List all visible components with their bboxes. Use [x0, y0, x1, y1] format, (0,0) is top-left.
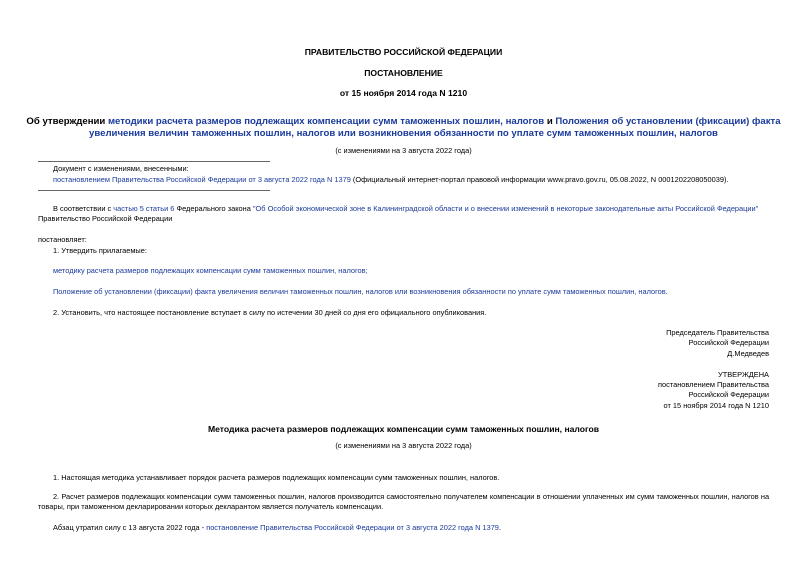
method-abolished-link[interactable]: постановление Правительства Российской Федерации от 3 августа 2022 года N 1379	[206, 523, 499, 532]
signature-title: Председатель Правительства	[666, 328, 769, 337]
link-regulation[interactable]: Положение об установлении (фиксации) факта увеличения величин таможенных пошлин, налогов или возникновения обязанности по уплате сумм таможенных пошлин, налогов.	[53, 287, 668, 296]
changes-label: Документ с изменениями, внесенными:	[53, 164, 189, 173]
item-1-method	[53, 266, 368, 276]
preamble-link-law[interactable]: "Об Особой экономической зоне в Калининградской области и о внесении изменений в некоторые законодательные акты Российской Федерации"	[252, 204, 759, 213]
method-item-2-line1: 2. Расчет размеров подлежащих компенсации сумм таможенных пошлин, налогов производится самостоятельно получателем компенсации в отношении уплаченных им сумм таможенных пошлин, налогов на	[53, 492, 769, 501]
preamble-line1: В соответствии с частью 5 статьи 6 Федерального закона "Об Особой экономической зоне в Калининградской области и о внесении изменений в некоторые законодательные акты Российской Федерации"	[53, 204, 759, 213]
changes-link[interactable]: постановлением Правительства Российской Федерации от 3 августа 2022 года N 1379	[53, 175, 351, 184]
decrees-word: постановляет:	[38, 235, 87, 244]
changes-divider-top	[38, 161, 270, 162]
item-1-regulation	[53, 287, 668, 297]
preamble-line2: Правительство Российской Федерации	[38, 214, 173, 223]
method-edition-note: (с изменениями на 3 августа 2022 года)	[335, 441, 472, 450]
document-title-line2	[0, 128, 807, 140]
method-item-2-line2: товары, при таможенном декларировании которых декларантом является получатель компенсации.	[38, 502, 384, 511]
title-edition-note: (с изменениями на 3 августа 2022 года)	[335, 146, 472, 155]
method-title: Методика расчета размеров подлежащих компенсации сумм таможенных пошлин, налогов	[207, 424, 600, 434]
approved-line4: от 15 ноября 2014 года N 1210	[663, 401, 769, 410]
changes-entry: постановлением Правительства Российской Федерации от 3 августа 2022 года N 1379 (Официальный интернет-портал правовой информации www.pravo.gov.ru, 05.08.2022, N 0001202208050039).	[53, 175, 729, 184]
approved-line3: Российской Федерации	[688, 390, 769, 399]
method-item-1: 1. Настоящая методика устанавливает порядок расчета размеров подлежащих компенсации сумм таможенных пошлин, налогов.	[53, 473, 500, 482]
doc-type-heading: ПОСТАНОВЛЕНИЕ	[364, 68, 443, 78]
method-abolished-note: Абзац утратил силу с 13 августа 2022 года - постановление Правительства Российской Федерации от 3 августа 2022 года N 1379.	[53, 523, 501, 532]
item-2: 2. Установить, что настоящее постановление вступает в силу по истечении 30 дней со дня его официального опубликования.	[53, 308, 487, 317]
government-heading: ПРАВИТЕЛЬСТВО РОССИЙСКОЙ ФЕДЕРАЦИИ	[304, 47, 503, 57]
title-link-regulation[interactable]: Положения об установлении (фиксации) факта	[555, 116, 781, 127]
approved-heading: УТВЕРЖДЕНА	[718, 370, 769, 379]
title-link-method[interactable]: методики расчета размеров подлежащих компенсации сумм таможенных пошлин, налогов	[107, 116, 545, 127]
doc-date-number: от 15 ноября 2014 года N 1210	[339, 88, 468, 98]
title-link-regulation-cont[interactable]: увеличения величин таможенных пошлин, налогов или возникновения обязанности по уплате сумм таможенных пошлин, налогов	[89, 128, 718, 139]
document-title-line1: Об утверждении методики расчета размеров подлежащих компенсации сумм таможенных пошлин, налогов и Положения об установлении (фиксации) факта	[26, 116, 781, 127]
item-1: 1. Утвердить прилагаемые:	[53, 246, 147, 255]
changes-divider-bottom	[38, 190, 270, 191]
preamble-link-article[interactable]: частью 5 статьи 6	[113, 204, 175, 213]
signature-country: Российской Федерации	[688, 338, 769, 347]
approved-line2: постановлением Правительства	[658, 380, 769, 389]
link-method[interactable]: методику расчета размеров подлежащих компенсации сумм таможенных пошлин, налогов;	[53, 266, 368, 275]
signature-name: Д.Медведев	[727, 349, 769, 358]
